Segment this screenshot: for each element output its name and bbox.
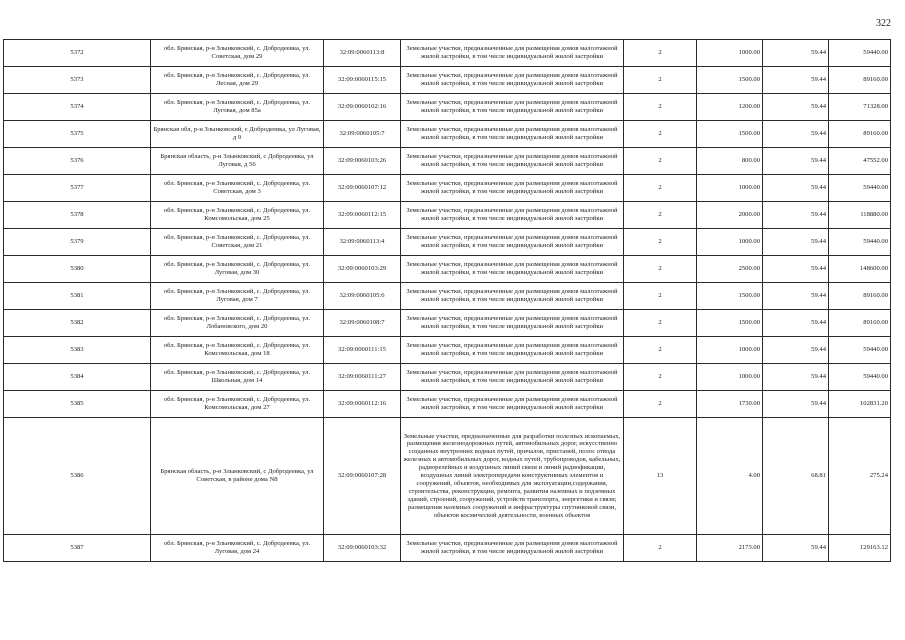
category-code-cell: 2 xyxy=(624,391,697,418)
table-row xyxy=(4,202,891,229)
cadastral-number-cell: 32:09:0060105:6 xyxy=(324,283,401,310)
table-row xyxy=(4,67,891,94)
table-row xyxy=(4,229,891,256)
area-cell: 2500.00 xyxy=(697,256,763,283)
area-cell: 1000.00 xyxy=(697,337,763,364)
value-cell: 89160.00 xyxy=(829,121,891,148)
land-use-cell: Земельные участки, предназначенные для размещения домов малоэтажной жилой застройки, в том числе индивидуальной жилой застройки xyxy=(401,256,624,283)
row-number: 5382 xyxy=(4,310,151,337)
value-cell: 59440.00 xyxy=(829,175,891,202)
category-code-cell: 2 xyxy=(624,148,697,175)
page-number: 322 xyxy=(876,18,891,29)
table-row xyxy=(4,535,891,562)
area-cell: 1500.00 xyxy=(697,121,763,148)
land-use-cell: Земельные участки, предназначенные для разработки полезных ископаемых, размещения железнодорожных путей, автомобильных дорог, искусственно созданных внутренних водных путей, причалов, пристаней, полос отвода железных и автомобильных дорог, водных путей, трубопроводов, кабельных, радиорелейных и воздушных линий связи и линий радиофикации, воздушных линий электропередачи конструктивных элементов и сооружений, объектов, необходимых для эксплуатации,содержания, строительства, реконструкции, ремонта, развития наземных и подземных зданий, строений, сооружений, устройств транспорта, энергетики и связи; размещения наземных сооружений и инфраструктуры спутниковой связи, объектов космической деятельности, военных объектов xyxy=(401,418,624,535)
rate-cell: 59.44 xyxy=(763,229,829,256)
row-number: 5380 xyxy=(4,256,151,283)
table-row xyxy=(4,175,891,202)
area-cell: 1000.00 xyxy=(697,175,763,202)
table-row xyxy=(4,337,891,364)
cadastral-number-cell: 32:09:0060112:16 xyxy=(324,391,401,418)
row-number: 5387 xyxy=(4,535,151,562)
value-cell: 47552.00 xyxy=(829,148,891,175)
cadastral-number-cell: 32:09:0060113:8 xyxy=(324,40,401,67)
category-code-cell: 2 xyxy=(624,256,697,283)
rate-cell: 59.44 xyxy=(763,148,829,175)
area-cell: 2000.00 xyxy=(697,202,763,229)
address-cell: обл. Брянская, р-н Злынковский, с. Добродеевка, ул. Школьная, дом 14 xyxy=(151,364,324,391)
category-code-cell: 2 xyxy=(624,94,697,121)
value-cell: 118880.00 xyxy=(829,202,891,229)
value-cell: 59440.00 xyxy=(829,229,891,256)
cadastral-number-cell: 32:09:0060105:7 xyxy=(324,121,401,148)
rate-cell: 59.44 xyxy=(763,337,829,364)
rate-cell: 59.44 xyxy=(763,535,829,562)
value-cell: 148600.00 xyxy=(829,256,891,283)
land-use-cell: Земельные участки, предназначенные для размещения домов малоэтажной жилой застройки, в том числе индивидуальной жилой застройки xyxy=(401,94,624,121)
cadastral-number-cell: 32:09:0060112:15 xyxy=(324,202,401,229)
area-cell: 800.00 xyxy=(697,148,763,175)
address-cell: обл. Брянская, р-н Злынковский, с. Добродеевка, ул. Советская, дом 3 xyxy=(151,175,324,202)
address-cell: обл. Брянская, р-н Злынковский, с. Добродеевка, ул. Комсомольская, дом 27 xyxy=(151,391,324,418)
address-cell: обл. Брянская, р-н Злынковский, с. Добродеевка, ул. Лесная, дом 29 xyxy=(151,67,324,94)
rate-cell: 59.44 xyxy=(763,40,829,67)
cadastral-number-cell: 32:09:0060103:29 xyxy=(324,256,401,283)
area-cell: 1500.00 xyxy=(697,283,763,310)
row-number: 5381 xyxy=(4,283,151,310)
row-number: 5376 xyxy=(4,148,151,175)
cadastral-number-cell: 32:09:0060113:4 xyxy=(324,229,401,256)
value-cell: 59440.00 xyxy=(829,364,891,391)
area-cell: 1000.00 xyxy=(697,364,763,391)
row-number: 5372 xyxy=(4,40,151,67)
table-row xyxy=(4,283,891,310)
value-cell: 71328.00 xyxy=(829,94,891,121)
category-code-cell: 2 xyxy=(624,364,697,391)
rate-cell: 59.44 xyxy=(763,256,829,283)
cadastral-number-cell: 32:09:0060103:32 xyxy=(324,535,401,562)
category-code-cell: 2 xyxy=(624,121,697,148)
cadastral-number-cell: 32:09:0060107:28 xyxy=(324,418,401,535)
rate-cell: 59.44 xyxy=(763,391,829,418)
land-use-cell: Земельные участки, предназначенные для размещения домов малоэтажной жилой застройки, в том числе индивидуальной жилой застройки xyxy=(401,175,624,202)
row-number: 5383 xyxy=(4,337,151,364)
row-number: 5378 xyxy=(4,202,151,229)
cadastral-number-cell: 32:09:0060102:16 xyxy=(324,94,401,121)
category-code-cell: 2 xyxy=(624,229,697,256)
address-cell: обл. Брянская, р-н Злынковский, с. Добродеевка, ул. Луговая, дом 7 xyxy=(151,283,324,310)
table-row xyxy=(4,364,891,391)
value-cell: 59440.00 xyxy=(829,337,891,364)
table-row xyxy=(4,391,891,418)
value-cell: 59440.00 xyxy=(829,40,891,67)
table-row xyxy=(4,256,891,283)
category-code-cell: 2 xyxy=(624,202,697,229)
category-code-cell: 2 xyxy=(624,535,697,562)
area-cell: 4.00 xyxy=(697,418,763,535)
address-cell: обл. Брянская, р-н Злынковский, с. Добродеевка, ул. Луговая, дом 24 xyxy=(151,535,324,562)
table-row xyxy=(4,418,891,535)
area-cell: 2173.00 xyxy=(697,535,763,562)
cadastral-number-cell: 32:09:0060103:26 xyxy=(324,148,401,175)
rate-cell: 59.44 xyxy=(763,283,829,310)
cadastral-number-cell: 32:09:0060111:15 xyxy=(324,337,401,364)
land-use-cell: Земельные участки, предназначенные для размещения домов малоэтажной жилой застройки, в том числе индивидуальной жилой застройки xyxy=(401,283,624,310)
table-row xyxy=(4,310,891,337)
table-row xyxy=(4,94,891,121)
area-cell: 1730.00 xyxy=(697,391,763,418)
category-code-cell: 2 xyxy=(624,175,697,202)
cadastral-number-cell: 32:09:0060115:15 xyxy=(324,67,401,94)
land-use-cell: Земельные участки, предназначенные для размещения домов малоэтажной жилой застройки, в том числе индивидуальной жилой застройки xyxy=(401,391,624,418)
land-use-cell: Земельные участки, предназначенные для размещения домов малоэтажной жилой застройки, в том числе индивидуальной жилой застройки xyxy=(401,229,624,256)
land-use-cell: Земельные участки, предназначенные для размещения домов малоэтажной жилой застройки, в том числе индивидуальной жилой застройки xyxy=(401,364,624,391)
category-code-cell: 2 xyxy=(624,283,697,310)
row-number: 5386 xyxy=(4,418,151,535)
row-number: 5375 xyxy=(4,121,151,148)
address-cell: обл. Брянская, р-н Злынковский, с. Добродеевка, ул. Лобановского, дом 20 xyxy=(151,310,324,337)
land-use-cell: Земельные участки, предназначенные для размещения домов малоэтажной жилой застройки, в том числе индивидуальной жилой застройки xyxy=(401,121,624,148)
address-cell: Брянская область, р-н Злынковский, с Добродеевка, ул Луговая, д 56 xyxy=(151,148,324,175)
address-cell: обл. Брянская, р-н Злынковский, с. Добродеевка, ул. Комсомольская, дом 25 xyxy=(151,202,324,229)
land-use-cell: Земельные участки, предназначенные для размещения домов малоэтажной жилой застройки, в том числе индивидуальной жилой застройки xyxy=(401,40,624,67)
area-cell: 1000.00 xyxy=(697,40,763,67)
rate-cell: 59.44 xyxy=(763,121,829,148)
value-cell: 275.24 xyxy=(829,418,891,535)
value-cell: 89160.00 xyxy=(829,67,891,94)
category-code-cell: 2 xyxy=(624,310,697,337)
land-use-cell: Земельные участки, предназначенные для размещения домов малоэтажной жилой застройки, в том числе индивидуальной жилой застройки xyxy=(401,67,624,94)
land-use-cell: Земельные участки, предназначенные для размещения домов малоэтажной жилой застройки, в том числе индивидуальной жилой застройки xyxy=(401,148,624,175)
value-cell: 102831.20 xyxy=(829,391,891,418)
value-cell: 129163.12 xyxy=(829,535,891,562)
area-cell: 1500.00 xyxy=(697,67,763,94)
area-cell: 1200.00 xyxy=(697,94,763,121)
address-cell: Брянская область, р-н Злынковский, с Добродеевка, ул Советская, в районе дома N8 xyxy=(151,418,324,535)
rate-cell: 59.44 xyxy=(763,310,829,337)
land-use-cell: Земельные участки, предназначенные для размещения домов малоэтажной жилой застройки, в том числе индивидуальной жилой застройки xyxy=(401,535,624,562)
land-use-cell: Земельные участки, предназначенные для размещения домов малоэтажной жилой застройки, в том числе индивидуальной жилой застройки xyxy=(401,337,624,364)
category-code-cell: 2 xyxy=(624,67,697,94)
area-cell: 1500.00 xyxy=(697,310,763,337)
value-cell: 89160.00 xyxy=(829,310,891,337)
rate-cell: 59.44 xyxy=(763,364,829,391)
cadastral-number-cell: 32:09:0060111:27 xyxy=(324,364,401,391)
address-cell: обл. Брянская, р-н Злынковский, с. Добродеевка, ул. Луговая, дом 85а xyxy=(151,94,324,121)
row-number: 5377 xyxy=(4,175,151,202)
row-number: 5379 xyxy=(4,229,151,256)
area-cell: 1000.00 xyxy=(697,229,763,256)
cadastral-number-cell: 32:09:0060108:7 xyxy=(324,310,401,337)
address-cell: обл. Брянская, р-н Злынковский, с. Добродеевка, ул. Комсомольская, дом 18 xyxy=(151,337,324,364)
address-cell: обл. Брянская, р-н Злынковский, с. Добродеевка, ул. Советская, дом 21 xyxy=(151,229,324,256)
table-row xyxy=(4,40,891,67)
rate-cell: 68.81 xyxy=(763,418,829,535)
cadastral-number-cell: 32:09:0060107:12 xyxy=(324,175,401,202)
table-row xyxy=(4,121,891,148)
rate-cell: 59.44 xyxy=(763,175,829,202)
row-number: 5384 xyxy=(4,364,151,391)
address-cell: обл. Брянская, р-н Злынковский, с. Добродеевка, ул. Советская, дом 29 xyxy=(151,40,324,67)
row-number: 5385 xyxy=(4,391,151,418)
rate-cell: 59.44 xyxy=(763,67,829,94)
address-cell: Брянская обл, р-н Злынковский, с Добродеевка, ул Луговая, д 9 xyxy=(151,121,324,148)
land-registry-table xyxy=(3,39,891,562)
row-number: 5373 xyxy=(4,67,151,94)
rate-cell: 59.44 xyxy=(763,94,829,121)
category-code-cell: 2 xyxy=(624,337,697,364)
category-code-cell: 13 xyxy=(624,418,697,535)
land-use-cell: Земельные участки, предназначенные для размещения домов малоэтажной жилой застройки, в том числе индивидуальной жилой застройки xyxy=(401,310,624,337)
address-cell: обл. Брянская, р-н Злынковский, с. Добродеевка, ул. Луговая, дом 30 xyxy=(151,256,324,283)
value-cell: 89160.00 xyxy=(829,283,891,310)
category-code-cell: 2 xyxy=(624,40,697,67)
land-use-cell: Земельные участки, предназначенные для размещения домов малоэтажной жилой застройки, в том числе индивидуальной жилой застройки xyxy=(401,202,624,229)
row-number: 5374 xyxy=(4,94,151,121)
rate-cell: 59.44 xyxy=(763,202,829,229)
table-row xyxy=(4,148,891,175)
